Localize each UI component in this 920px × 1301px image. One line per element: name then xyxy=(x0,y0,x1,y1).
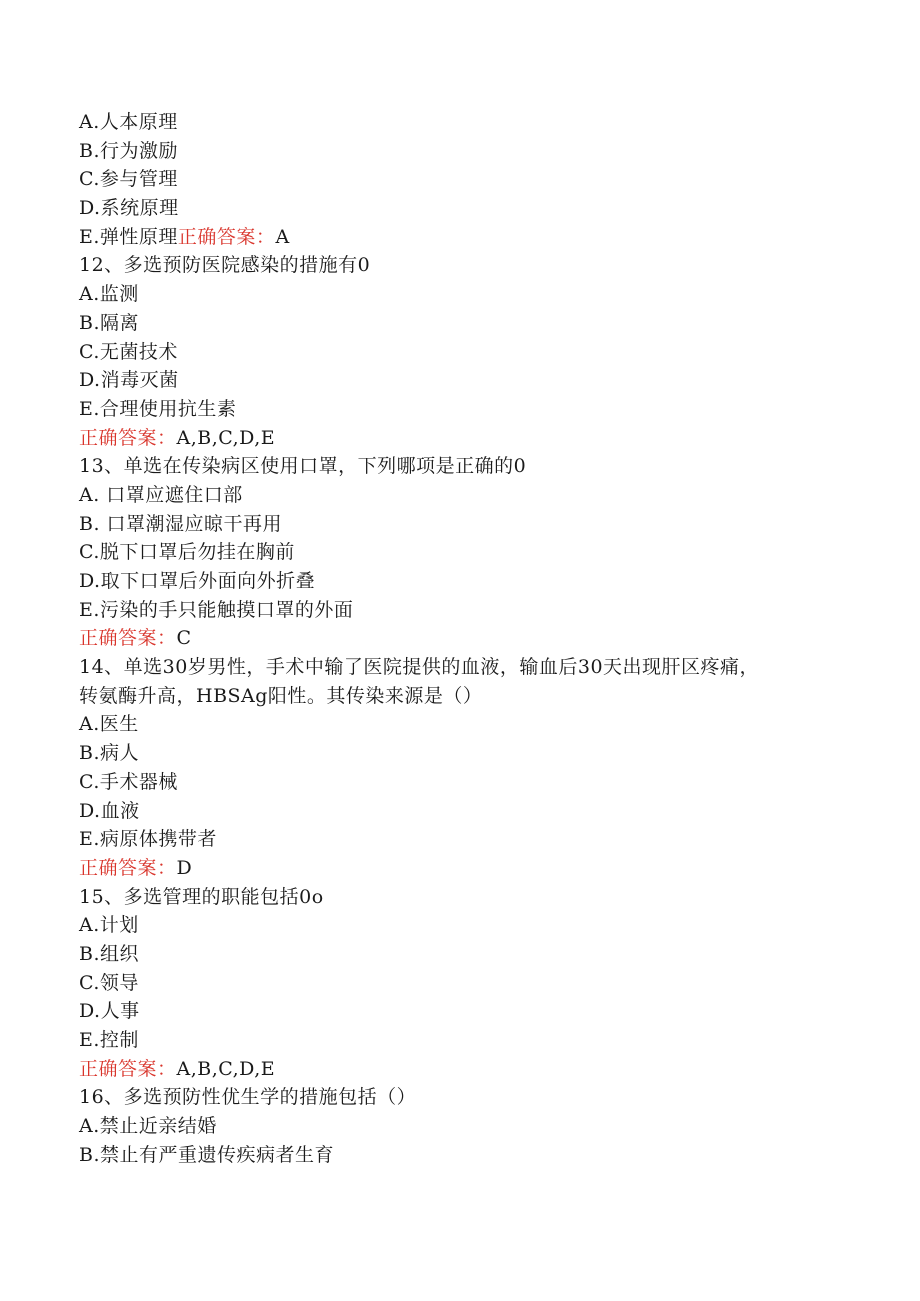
option-c: C.参与管理 xyxy=(79,168,178,191)
option-c: C.脱下口罩后勿挂在胸前 xyxy=(79,541,295,564)
option-d: D.消毒灭菌 xyxy=(79,369,179,392)
option-e: E.病原体携带者 xyxy=(79,828,217,851)
option-d: D.人事 xyxy=(79,1000,140,1023)
answer-value: A,B,C,D,E xyxy=(176,1057,276,1080)
option-a: A.禁止近亲结婚 xyxy=(79,1115,217,1138)
question-11 xyxy=(79,108,879,251)
question-stem: 13、单选在传染病区使用口罩，下列哪项是正确的0 xyxy=(79,455,527,478)
option-a: A. 口罩应遮住口部 xyxy=(79,483,243,506)
exam-document xyxy=(79,108,879,1169)
option-b: B.禁止有严重遗传疾病者生育 xyxy=(79,1143,335,1166)
option-b: B.隔离 xyxy=(79,311,140,334)
option-d: D.血液 xyxy=(79,799,140,822)
option-a: A.监测 xyxy=(79,283,139,306)
option-e: E.污染的手只能触摸口罩的外面 xyxy=(79,598,354,621)
answer-value: C xyxy=(176,627,192,650)
option-b: B.组织 xyxy=(79,942,140,965)
answer-label: 正确答案： xyxy=(79,856,177,879)
option-b: B. 口罩潮湿应晾干再用 xyxy=(79,512,283,535)
answer-label: 正确答案： xyxy=(79,627,177,650)
answer-line xyxy=(79,854,879,883)
question-13 xyxy=(79,452,879,653)
option-a: A.计划 xyxy=(79,914,139,937)
option-a: A.医生 xyxy=(79,713,139,736)
option-e: E.合理使用抗生素 xyxy=(79,397,237,420)
question-stem: 16、多选预防性优生学的措施包括（） xyxy=(79,1086,417,1109)
answer-line xyxy=(79,1055,879,1084)
option-e-with-answer xyxy=(79,223,879,252)
question-stem: 12、多选预防医院感染的措施有0 xyxy=(79,254,371,277)
option-c: C.领导 xyxy=(79,971,139,994)
option-c: C.无菌技术 xyxy=(79,340,178,363)
option-d: D.取下口罩后外面向外折叠 xyxy=(79,570,316,592)
option-a: A.人本原理 xyxy=(79,111,178,133)
answer-value: D xyxy=(176,856,193,879)
answer-value: A,B,C,D,E xyxy=(176,426,276,449)
option-e: E.控制 xyxy=(79,1029,139,1051)
answer-line xyxy=(79,624,879,653)
option-e: E.弹性原理 xyxy=(79,225,178,248)
question-16 xyxy=(79,1083,879,1169)
question-stem-line-2: 转氨酶升高，HBSAg阳性。其传染来源是（） xyxy=(79,684,483,707)
question-14 xyxy=(79,653,879,883)
answer-line xyxy=(79,424,879,453)
answer-label: 正确答案： xyxy=(79,426,177,449)
question-12 xyxy=(79,251,879,452)
question-stem-line-1: 14、单选30岁男性，手术中输了医院提供的血液，输血后30天出现肝区疼痛， xyxy=(79,656,760,679)
answer-label: 正确答案： xyxy=(79,1057,177,1080)
option-d: D.系统原理 xyxy=(79,197,179,220)
option-c: C.手术器械 xyxy=(79,770,178,793)
question-15 xyxy=(79,883,879,1084)
answer-value: A xyxy=(275,225,290,248)
question-stem: 15、多选管理的职能包括0o xyxy=(79,885,324,908)
option-b: B.病人 xyxy=(79,742,140,765)
option-b: B.行为激励 xyxy=(79,139,179,162)
answer-label: 正确答案： xyxy=(177,225,276,248)
